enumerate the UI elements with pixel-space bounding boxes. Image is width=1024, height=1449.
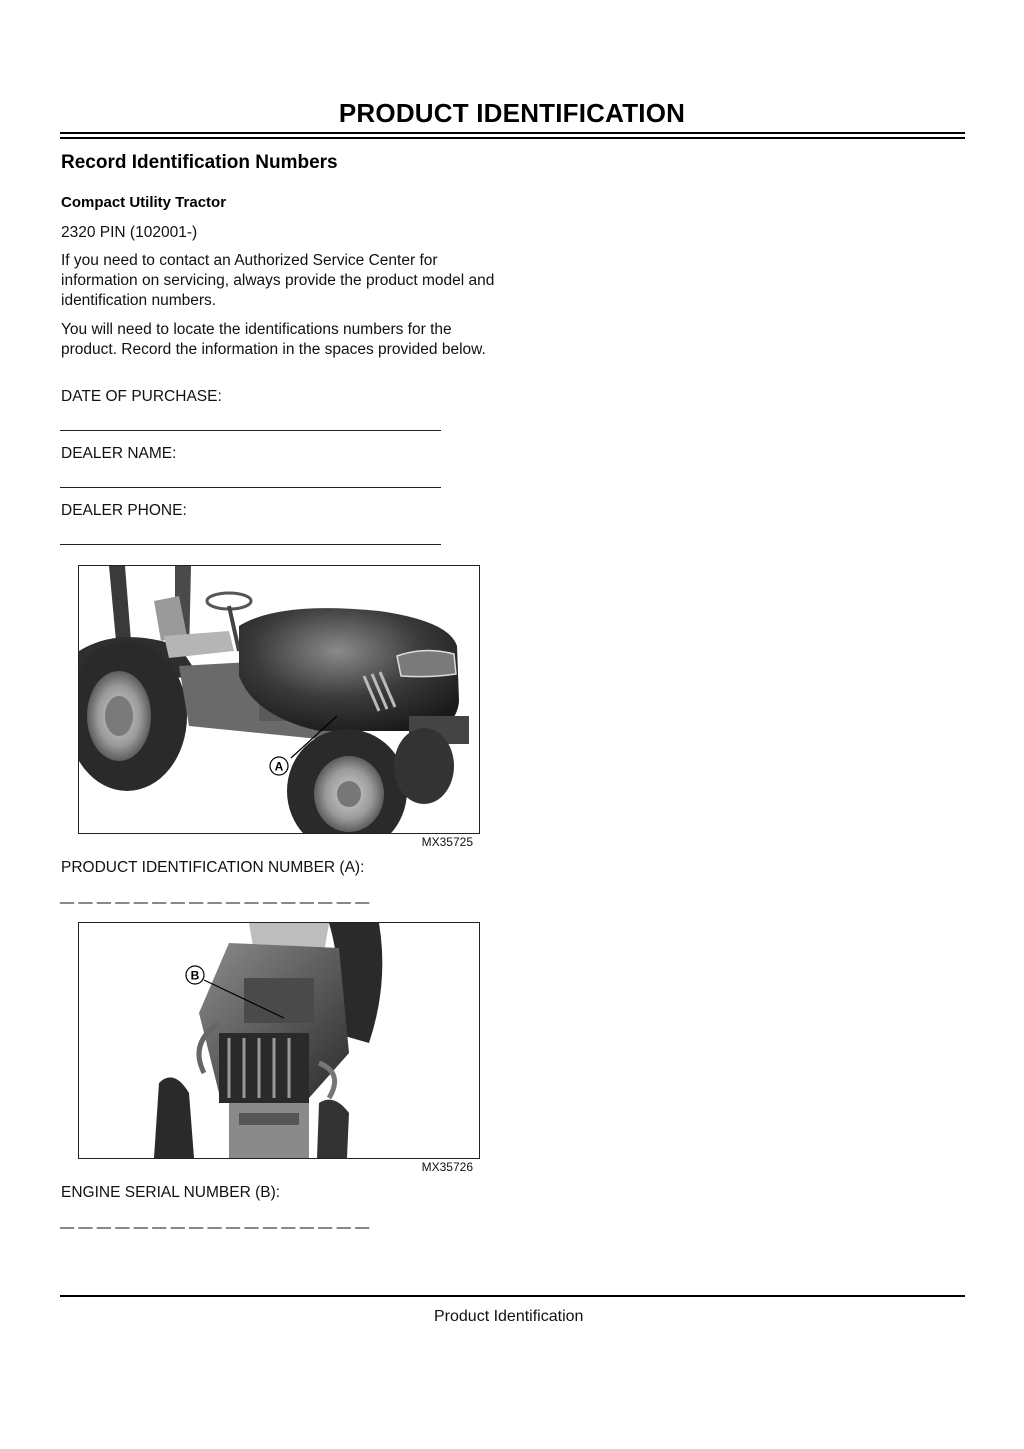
paragraph-contact: If you need to contact an Authorized Service Center for information on servicing, always provide the product model and identification numbers. bbox=[61, 252, 495, 309]
tractor-side-figure bbox=[78, 565, 480, 834]
header-rule bbox=[60, 132, 965, 139]
tractor-side-illustration bbox=[79, 566, 479, 833]
paragraph-locate: You will need to locate the identifications numbers for the product. Record the information in the spaces provided below. bbox=[61, 321, 486, 358]
dealer-name-label: DEALER NAME: bbox=[61, 445, 177, 462]
footer-text: Product Identification bbox=[434, 1308, 584, 1325]
figure2-caption: MX35726 bbox=[421, 1160, 473, 1174]
model-line: 2320 PIN (102001-) bbox=[61, 224, 198, 241]
footer-rule bbox=[60, 1295, 965, 1297]
pin-digit-blanks: __ __ __ __ __ __ __ __ __ __ __ __ __ __ __ __ __ bbox=[60, 888, 370, 904]
engine-illustration bbox=[79, 923, 479, 1158]
dealer-name-blank bbox=[60, 487, 441, 488]
engine-digit-blanks: __ __ __ __ __ __ __ __ __ __ __ __ __ __ __ __ __ bbox=[60, 1213, 370, 1229]
engine-figure bbox=[78, 922, 480, 1159]
page-title: PRODUCT IDENTIFICATION bbox=[338, 98, 686, 128]
figure1-caption: MX35725 bbox=[421, 835, 473, 849]
section-title: Record Identification Numbers bbox=[61, 152, 338, 173]
callout-b: B bbox=[190, 968, 200, 983]
pin-label: PRODUCT IDENTIFICATION NUMBER (A): bbox=[61, 859, 365, 876]
date-of-purchase-label: DATE OF PURCHASE: bbox=[61, 388, 222, 405]
date-of-purchase-blank bbox=[60, 430, 441, 431]
dealer-phone-label: DEALER PHONE: bbox=[61, 502, 187, 519]
callout-a: A bbox=[274, 759, 284, 774]
dealer-phone-blank bbox=[60, 544, 441, 545]
subheading: Compact Utility Tractor bbox=[61, 194, 227, 211]
engine-serial-label: ENGINE SERIAL NUMBER (B): bbox=[61, 1184, 281, 1201]
